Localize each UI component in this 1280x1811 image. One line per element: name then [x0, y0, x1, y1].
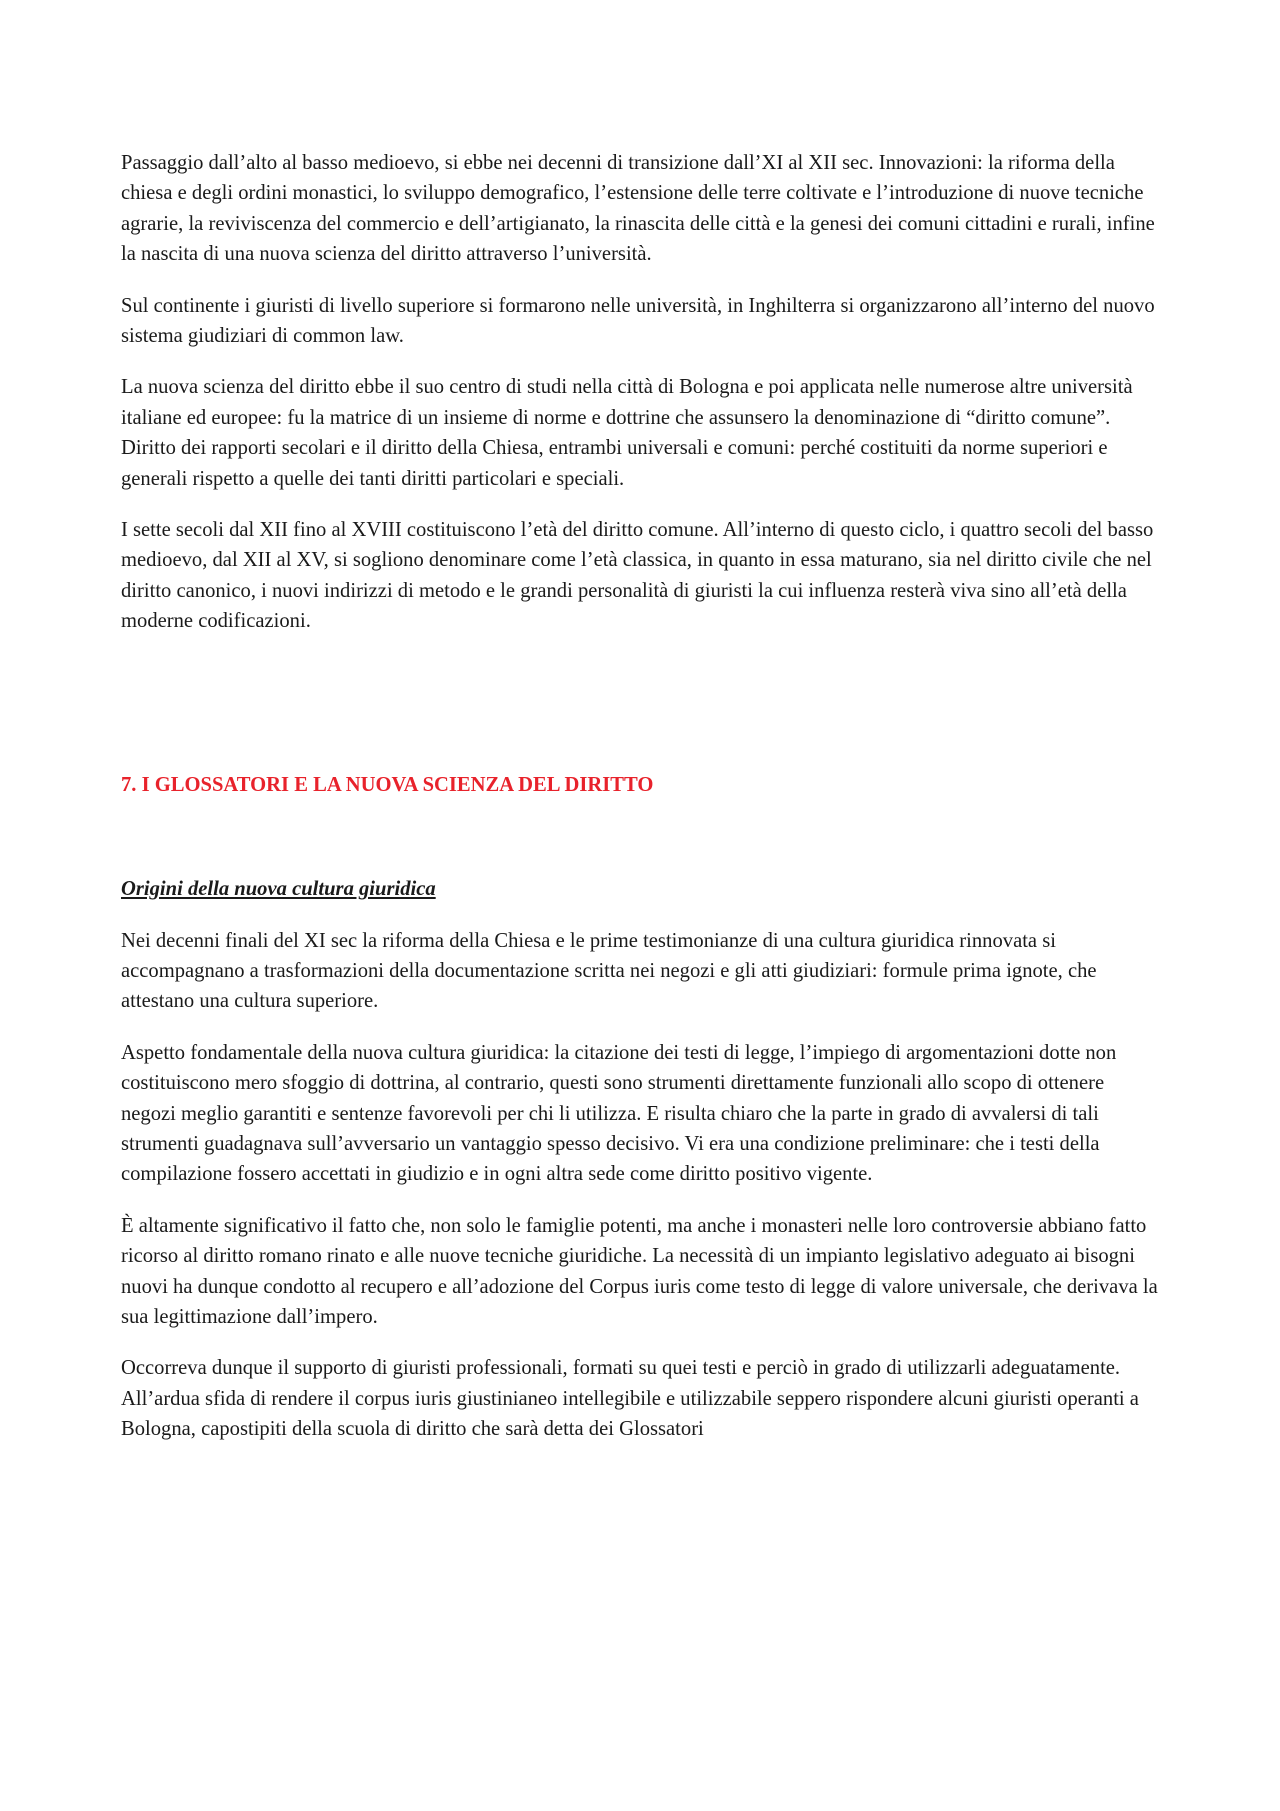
document-body	[121, 148, 1161, 1466]
paragraph-section-3: È altamente significativo il fatto che, non solo le famiglie potenti, ma anche i monasteri nelle loro controversie abbiano fatto ricorso al diritto romano rinato e alle nuove tecniche giuridiche. La necessità di un impianto legislativo adeguato ai bisogni nuovi ha dunque condotto al recupero e all’adozione del Corpus iuris come testo di legge di valore universale, che derivava la sua legittimazione dall’impero.	[121, 1214, 1158, 1328]
paragraph-intro-4: I sette secoli dal XII fino al XVIII costituiscono l’età del diritto comune. All’interno di questo ciclo, i quattro secoli del basso medioevo, dal XII al XV, si sogliono denominare come l’età classica, in quanto in essa maturano, sia nel diritto civile che nel diritto canonico, i nuovi indirizzi di metodo e le grandi personalità di giuristi la cui influenza resterà viva sino all’età della moderne codificazioni.	[121, 519, 1154, 633]
paragraph-section-1: Nei decenni finali del XI sec la riforma della Chiesa e le prime testimonianze di una cultura giuridica rinnovata si accompagnano a trasformazioni della documentazione scritta nei negozi e gli atti giudiziari: formule prima ignote, che attestano una cultura superiore.	[121, 929, 1097, 1013]
paragraph-intro-3: La nuova scienza del diritto ebbe il suo centro di studi nella città di Bologna e poi applicata nelle numerose altre università italiane ed europee: fu la matrice di un insieme di norme e dottrine che assunsero la denominazione di “diritto comune”. Diritto dei rapporti secolari e il diritto della Chiesa, entrambi universali e comuni: perché costituiti da norme superiori e generali rispetto a quelle dei tanti diritti particolari e speciali.	[121, 376, 1133, 490]
paragraph-section-2: Aspetto fondamentale della nuova cultura giuridica: la citazione dei testi di legge, l’impiego di argomentazioni dotte non costituiscono mero sfoggio di dottrina, al contrario, questi sono strumenti direttamente funzionali allo scopo di ottenere negozi meglio garantiti e sentenze favorevoli per chi li utilizza. E risulta chiaro che la parte in grado di avvalersi di tali strumenti guadagnava sull’avversario un vantaggio spesso decisivo. Vi era una condizione preliminare: che i testi della compilazione fossero accettati in giudizio e in ogni altra sede come diritto positivo vigente.	[121, 1041, 1117, 1186]
paragraph-intro-1: Passaggio dall’alto al basso medioevo, si ebbe nei decenni di transizione dall’XI al XII sec. Innovazioni: la riforma della chiesa e degli ordini monastici, lo sviluppo demografico, l’estensione delle terre coltivate e l’introduzione di nuove tecniche agrarie, la reviviscenza del commercio e dell’artigianato, la rinascita delle città e la genesi dei comuni cittadini e rurali, infine la nascita di una nuova scienza del diritto attraverso l’università.	[121, 152, 1155, 266]
paragraph-section-4: Occorreva dunque il supporto di giuristi professionali, formati su quei testi e perciò in grado di utilizzarli adeguatamente. All’ardua sfida di rendere il corpus iuris giustinianeo intellegibile e utilizzabile seppero rispondere alcuni giuristi operanti a Bologna, capostipiti della scuola di diritto che sarà detta dei Glossatori	[121, 1357, 1139, 1441]
spacer	[121, 800, 1161, 874]
subheading: Origini della nuova cultura giuridica	[121, 878, 436, 901]
section-heading: 7. I GLOSSATORI E LA NUOVA SCIENZA DEL DIRITTO	[121, 773, 654, 796]
spacer	[121, 658, 1161, 770]
paragraph-intro-2: Sul continente i giuristi di livello superiore si formarono nelle università, in Inghilterra si organizzarono all’interno del nuovo sistema giudiziari di common law.	[121, 294, 1155, 348]
